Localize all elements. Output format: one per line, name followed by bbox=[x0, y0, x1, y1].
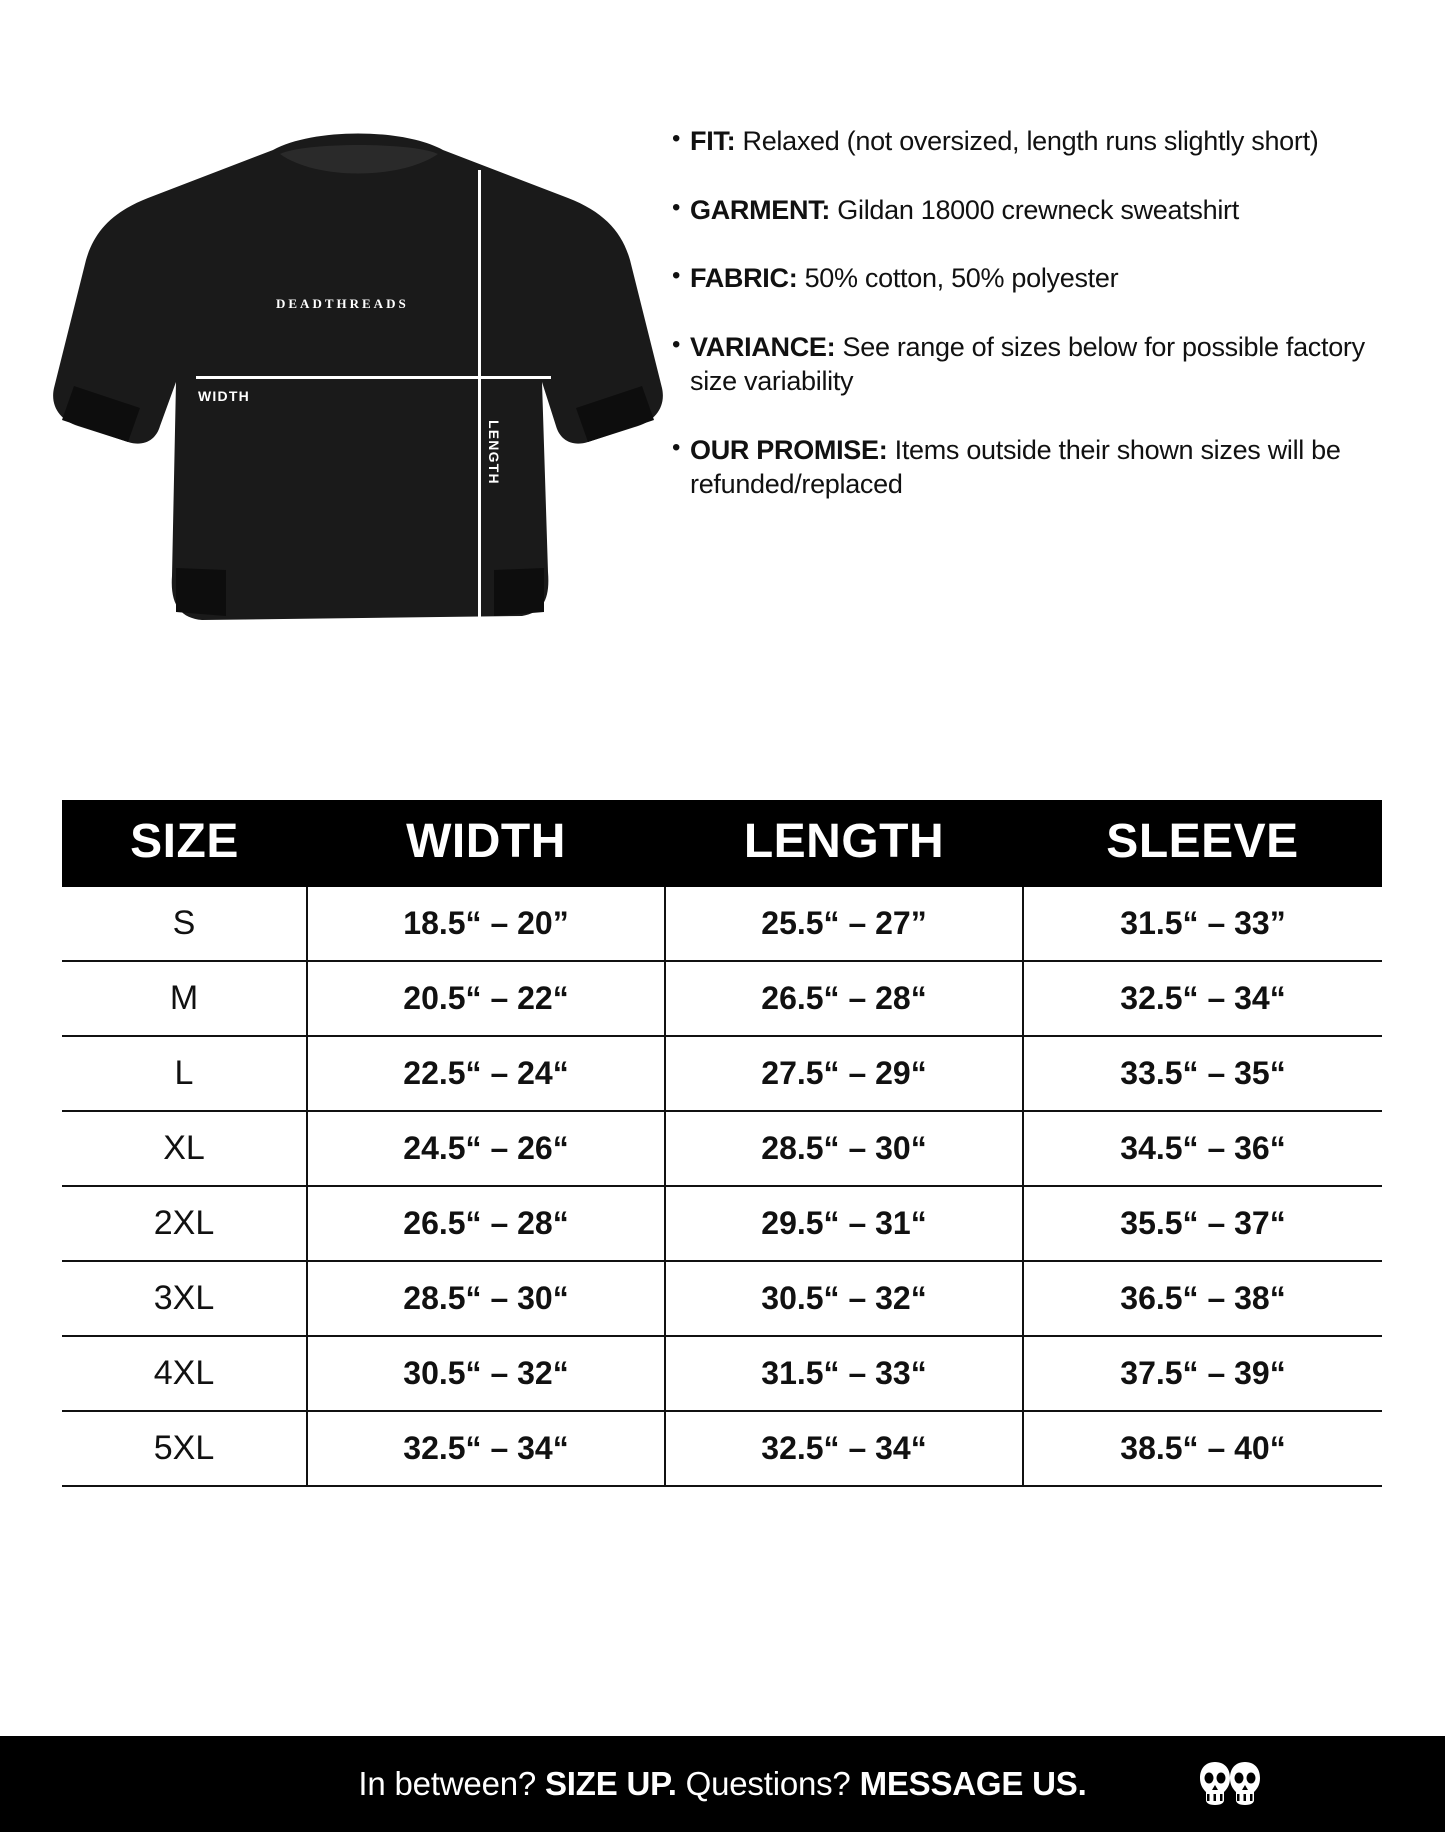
bullet-label: OUR PROMISE: bbox=[690, 434, 888, 465]
bullet-dot-icon: • bbox=[672, 262, 681, 290]
table-row bbox=[62, 1111, 1382, 1186]
column-header-width: WIDTH bbox=[307, 800, 665, 887]
size-chart-table bbox=[62, 800, 1382, 1487]
cell-length: 32.5“ – 34“ bbox=[665, 1411, 1023, 1486]
bullet-label: VARIANCE: bbox=[690, 331, 836, 362]
cell-size: L bbox=[62, 1036, 307, 1111]
table-row bbox=[62, 1261, 1382, 1336]
footer-size-up: SIZE UP. bbox=[545, 1765, 677, 1802]
bullet-dot-icon: • bbox=[672, 193, 681, 221]
bullet-text: See range of sizes below for possible factory size variability bbox=[690, 331, 1365, 397]
footer-bar bbox=[0, 1736, 1445, 1832]
cell-size: S bbox=[62, 887, 307, 961]
cell-sleeve: 32.5“ – 34“ bbox=[1023, 961, 1382, 1036]
bullet-text: 50% cotton, 50% polyester bbox=[797, 263, 1119, 294]
bullet-label: FIT: bbox=[690, 126, 736, 156]
cell-length: 31.5“ – 33“ bbox=[665, 1336, 1023, 1411]
list-item bbox=[672, 433, 1412, 502]
width-measure-label: WIDTH bbox=[198, 388, 250, 404]
list-item bbox=[672, 261, 1412, 296]
sweatshirt-icon bbox=[48, 120, 668, 660]
cell-width: 20.5“ – 22“ bbox=[307, 961, 665, 1036]
length-measure-line bbox=[478, 170, 481, 715]
table-row bbox=[62, 887, 1382, 961]
bullet-dot-icon: • bbox=[672, 330, 681, 358]
column-header-sleeve: SLEEVE bbox=[1023, 800, 1382, 887]
cell-length: 26.5“ – 28“ bbox=[665, 961, 1023, 1036]
footer-message bbox=[358, 1765, 1086, 1803]
column-header-size: SIZE bbox=[62, 800, 307, 887]
table-row bbox=[62, 1336, 1382, 1411]
cell-length: 28.5“ – 30“ bbox=[665, 1111, 1023, 1186]
spec-bullet-list bbox=[672, 124, 1412, 536]
bullet-label: FABRIC: bbox=[690, 263, 798, 294]
cell-width: 18.5“ – 20” bbox=[307, 887, 665, 961]
width-measure-line bbox=[196, 376, 551, 379]
table-row bbox=[62, 1036, 1382, 1111]
cell-sleeve: 34.5“ – 36“ bbox=[1023, 1111, 1382, 1186]
table-row bbox=[62, 1411, 1382, 1486]
footer-part-1: In between? bbox=[358, 1765, 545, 1802]
cell-width: 22.5“ – 24“ bbox=[307, 1036, 665, 1111]
cell-width: 26.5“ – 28“ bbox=[307, 1186, 665, 1261]
column-header-length: LENGTH bbox=[665, 800, 1023, 887]
cell-sleeve: 36.5“ – 38“ bbox=[1023, 1261, 1382, 1336]
length-measure-label: LENGTH bbox=[486, 420, 502, 485]
list-item bbox=[672, 193, 1412, 228]
list-item bbox=[672, 124, 1412, 159]
table-row bbox=[62, 961, 1382, 1036]
cell-size: 3XL bbox=[62, 1261, 307, 1336]
garment-illustration bbox=[48, 120, 668, 660]
cell-sleeve: 31.5“ – 33” bbox=[1023, 887, 1382, 961]
cell-width: 28.5“ – 30“ bbox=[307, 1261, 665, 1336]
cell-sleeve: 38.5“ – 40“ bbox=[1023, 1411, 1382, 1486]
cell-length: 25.5“ – 27” bbox=[665, 887, 1023, 961]
cell-length: 27.5“ – 29“ bbox=[665, 1036, 1023, 1111]
footer-part-2: Questions? bbox=[676, 1765, 860, 1802]
cell-size: XL bbox=[62, 1111, 307, 1186]
cell-sleeve: 37.5“ – 39“ bbox=[1023, 1336, 1382, 1411]
bullet-text: Items outside their shown sizes will be refunded/replaced bbox=[690, 434, 1341, 500]
footer-message-us: MESSAGE US. bbox=[859, 1765, 1087, 1802]
cell-length: 29.5“ – 31“ bbox=[665, 1186, 1023, 1261]
cell-width: 32.5“ – 34“ bbox=[307, 1411, 665, 1486]
cell-sleeve: 35.5“ – 37“ bbox=[1023, 1186, 1382, 1261]
cell-length: 30.5“ – 32“ bbox=[665, 1261, 1023, 1336]
cell-size: 4XL bbox=[62, 1336, 307, 1411]
bullet-label: GARMENT: bbox=[690, 194, 831, 225]
cell-size: 2XL bbox=[62, 1186, 307, 1261]
cell-size: M bbox=[62, 961, 307, 1036]
bullet-dot-icon: • bbox=[672, 125, 681, 152]
cell-size: 5XL bbox=[62, 1411, 307, 1486]
table-header-row bbox=[62, 800, 1382, 887]
skulls-logo-icon bbox=[1195, 1756, 1265, 1812]
bullet-text: Relaxed (not oversized, length runs slightly short) bbox=[735, 126, 1319, 156]
list-item bbox=[672, 330, 1412, 399]
brand-label: DEADTHREADS bbox=[276, 296, 409, 311]
bullet-text: Gildan 18000 crewneck sweatshirt bbox=[830, 194, 1239, 225]
info-section bbox=[0, 0, 1445, 790]
cell-sleeve: 33.5“ – 35“ bbox=[1023, 1036, 1382, 1111]
bullet-dot-icon: • bbox=[672, 433, 681, 461]
cell-width: 24.5“ – 26“ bbox=[307, 1111, 665, 1186]
table-row bbox=[62, 1186, 1382, 1261]
cell-width: 30.5“ – 32“ bbox=[307, 1336, 665, 1411]
